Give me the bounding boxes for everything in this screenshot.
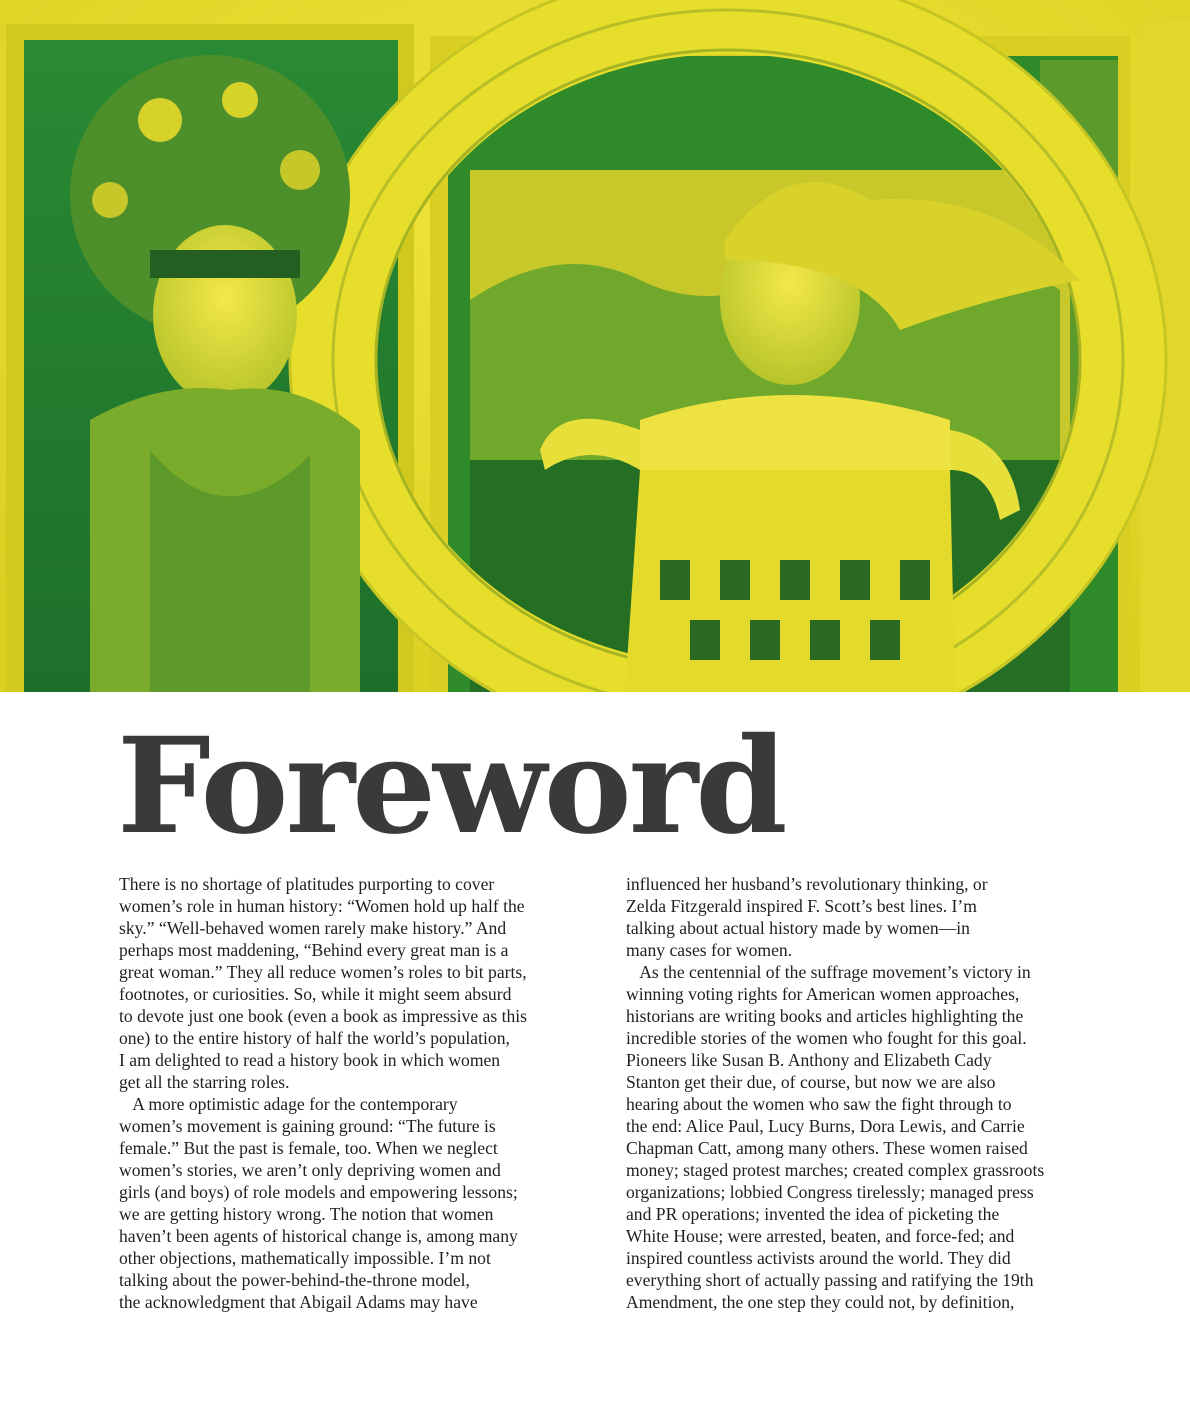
text-line: women’s stories, we aren’t only depriving women and: [119, 1160, 501, 1180]
text-line: hearing about the women who saw the fight through to: [626, 1094, 1012, 1114]
header-photo: [0, 0, 1190, 692]
page-title: Foreword: [117, 709, 785, 864]
text-line: Amendment, the one step they could not, by definition,: [626, 1292, 1015, 1312]
text-line: women’s role in human history: “Women hold up half the: [119, 896, 525, 916]
text-line: White House; were arrested, beaten, and force-fed; and: [626, 1226, 1015, 1246]
text-line: influenced her husband’s revolutionary thinking, or: [626, 874, 988, 894]
text-line: There is no shortage of platitudes purporting to cover: [119, 874, 495, 894]
duotone-photo-illustration: [0, 0, 1190, 692]
text-line: talking about the power-behind-the-throne model,: [119, 1270, 470, 1290]
text-line: female.” But the past is female, too. When we neglect: [119, 1138, 498, 1158]
text-line: the acknowledgment that Abigail Adams may have: [119, 1292, 478, 1312]
body-column-left: [119, 873, 589, 1313]
text-line: A more optimistic adage for the contemporary: [119, 1094, 458, 1114]
text-line: talking about actual history made by women—in: [626, 918, 970, 938]
text-line: money; staged protest marches; created complex grassroots: [626, 1160, 1045, 1180]
text-line: everything short of actually passing and ratifying the 19th: [626, 1270, 1034, 1290]
text-line: inspired countless activists around the world. They did: [626, 1248, 1011, 1268]
body-column-right: [626, 873, 1094, 1313]
text-line: Zelda Fitzgerald inspired F. Scott’s best lines. I’m: [626, 896, 977, 916]
text-line: women’s movement is gaining ground: “The future is: [119, 1116, 496, 1136]
text-line: girls (and boys) of role models and empowering lessons;: [119, 1182, 518, 1202]
text-line: footnotes, or curiosities. So, while it might seem absurd: [119, 984, 512, 1004]
text-line: we are getting history wrong. The notion that women: [119, 1204, 494, 1224]
text-line: historians are writing books and articles highlighting the: [626, 1006, 1024, 1026]
text-line: haven’t been agents of historical change is, among many: [119, 1226, 518, 1246]
text-line: I am delighted to read a history book in which women: [119, 1050, 501, 1070]
text-line: perhaps most maddening, “Behind every great man is a: [119, 940, 509, 960]
text-line: the end: Alice Paul, Lucy Burns, Dora Lewis, and Carrie: [626, 1116, 1025, 1136]
text-line: Pioneers like Susan B. Anthony and Elizabeth Cady: [626, 1050, 992, 1070]
text-line: other objections, mathematically impossible. I’m not: [119, 1248, 491, 1268]
text-line: winning voting rights for American women approaches,: [626, 984, 1020, 1004]
text-line: incredible stories of the women who fought for this goal.: [626, 1028, 1027, 1048]
text-line: great woman.” They all reduce women’s roles to bit parts,: [119, 962, 527, 982]
text-line: and PR operations; invented the idea of picketing the: [626, 1204, 1000, 1224]
text-line: Stanton get their due, of course, but now we are also: [626, 1072, 996, 1092]
text-line: Chapman Catt, among many others. These women raised: [626, 1138, 1028, 1158]
text-line: organizations; lobbied Congress tirelessly; managed press: [626, 1182, 1034, 1202]
text-line: sky.” “Well-behaved women rarely make history.” And: [119, 918, 507, 938]
text-line: As the centennial of the suffrage movement’s victory in: [626, 962, 1031, 982]
text-line: many cases for women.: [626, 940, 793, 960]
text-line: to devote just one book (even a book as impressive as this: [119, 1006, 527, 1026]
text-line: one) to the entire history of half the world’s population,: [119, 1028, 510, 1048]
text-line: get all the starring roles.: [119, 1072, 290, 1092]
